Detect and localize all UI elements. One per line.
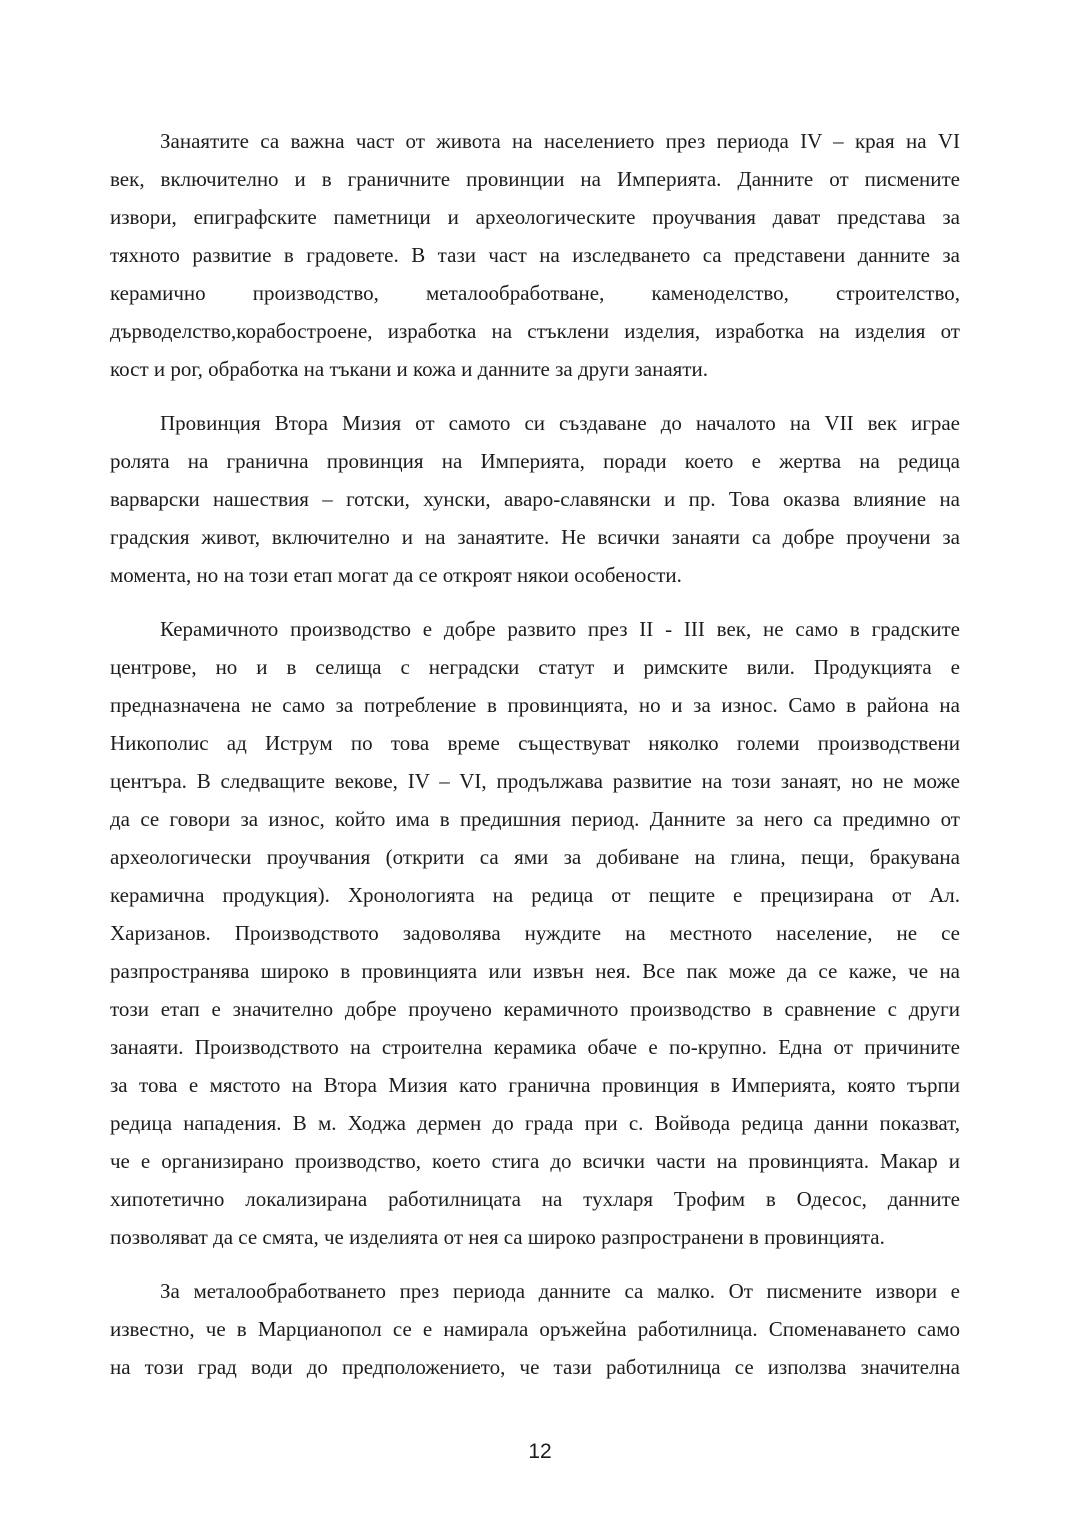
paragraph-line: тяхното развитие в градовете. В тази част на изследването са представени данните за [110,243,960,267]
paragraph [110,1272,960,1386]
paragraph-line: Керамичното производство е добре развито през II - III век, не само в градските [160,617,960,641]
paragraph-line: центъра. В следващите векове, IV – VI, продължава развитие на този занаят, но не може [110,769,960,793]
page-text [110,122,960,1386]
paragraph-line: редица нападения. В м. Ходжа дермен до града при с. Войвода редица данни показват, [110,1111,960,1135]
paragraph-line: керамично производство, металообработване, каменоделство, строителство, [110,281,960,305]
paragraph-line: Занаятите са важна част от живота на населението през периода IV – края на VI [160,129,960,153]
paragraph-line: Провинция Втора Мизия от самото си създаване до началото на VII век играе [160,411,960,435]
paragraph-line: известно, че в Марцианопол се е намирала оръжейна работилница. Споменаването само [110,1317,960,1341]
paragraph-line: занаяти. Производството на строителна керамика обаче е по-крупно. Една от причините [110,1035,960,1059]
paragraph-line: позволяват да се смята, че изделията от нея са широко разпространени в провинцията. [110,1225,885,1249]
paragraph-line: разпространява широко в провинцията или извън нея. Все пак може да се каже, че на [110,959,960,983]
paragraph-line: варварски нашествия – готски, хунски, аваро-славянски и пр. Това оказва влияние на [110,487,960,511]
paragraph [110,610,960,1256]
paragraph-line: археологически проучвания (открити са ями за добиване на глина, пещи, бракувана [110,845,960,869]
paragraph-line: на този град води до предположението, че тази работилница се използва значителна [110,1355,960,1379]
paragraph-line: ролята на гранична провинция на Империята, поради което е жертва на редица [110,449,960,473]
paragraph-line: да се говори за износ, който има в предишния период. Данните за него са предимно от [110,807,960,831]
paragraph-line: за това е мястото на Втора Мизия като гранична провинция в Империята, която търпи [110,1073,960,1097]
paragraph-line: предназначена не само за потребление в провинцията, но и за износ. Само в района на [110,693,960,717]
paragraph-line: Никополис ад Иструм по това време съществуват няколко големи производствени [110,731,960,755]
paragraph-line: че е организирано производство, което стига до всички части на провинцията. Макар и [110,1149,960,1173]
paragraph-line: момента, но на този етап могат да се откроят някои особености. [110,563,682,587]
paragraph-line: За металообработването през периода данните са малко. От писмените извори е [160,1279,960,1303]
page-number: 12 [528,1440,552,1463]
paragraph-line: извори, епиграфските паметници и археологическите проучвания дават представа за [110,205,960,229]
paragraph-line: дърводелство,корабостроене, изработка на стъклени изделия, изработка на изделия от [110,319,960,343]
paragraph [110,122,960,388]
paragraph-line: центрове, но и в селища с неградски статут и римските вили. Продукцията е [110,655,960,679]
paragraph-line: Харизанов. Производството задоволява нуждите на местното население, не се [110,921,960,945]
paragraph-line: век, включително и в граничните провинции на Империята. Данните от писмените [110,167,960,191]
paragraph-line: градския живот, включително и на занаятите. Не всички занаяти са добре проучени за [110,525,960,549]
paragraph-line: керамична продукция). Хронологията на редица от пещите е прецизирана от Ал. [110,883,960,907]
paragraph-line: хипотетично локализирана работилницата на тухларя Трофим в Одесос, данните [110,1187,960,1211]
paragraph [110,404,960,594]
paragraph-line: този етап е значително добре проучено керамичното производство в сравнение с други [110,997,960,1021]
paragraph-line: кост и рог, обработка на тъкани и кожа и данните за други занаяти. [110,357,708,381]
